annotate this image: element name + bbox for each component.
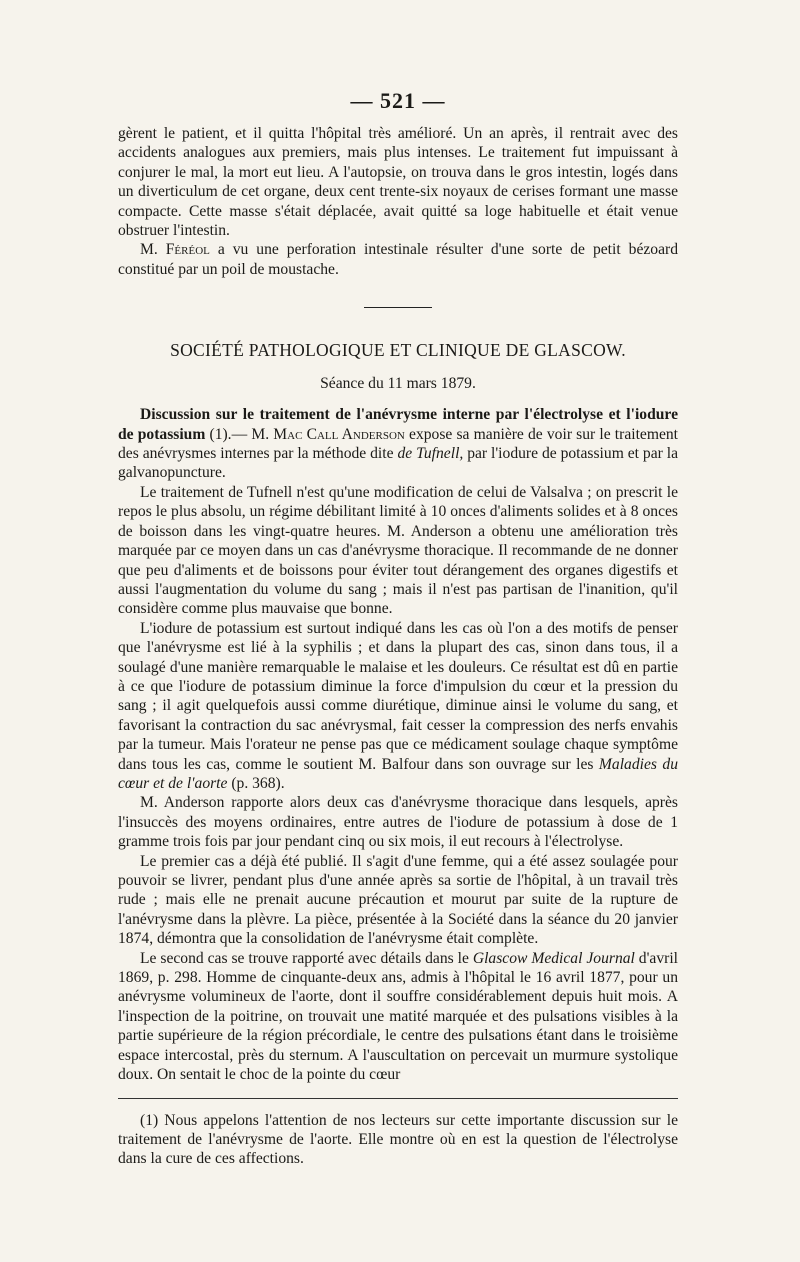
footnote-divider xyxy=(118,1098,678,1099)
iodure-text: L'iodure de potassium est surtout indiqué dans les cas où l'on a des motifs de penser que l'anévrysme est lié à la syphilis ; et dans la plupart des cas, sinon dans tous, il a soulagé d'une manière remarquable le malaise et les douleurs. Ce résultat est dû en partie à ce que l'iodure de potassium diminue la force d'impulsion du cœur et la pression du sang ; il agit quelquefois aussi comme diurétique, diminue ainsi le volume du sang, et favorisant la contraction du sac anévrysmal, fait cesser la compression des nerfs envahis par la tumeur. Mais l'orateur ne pense pas que ce médicament soulage chaque symptôme dans tous les cas, comme le soutient M. Balfour dans son ouvrage sur les xyxy=(118,619,678,773)
book-title: Maladies du cœur et de l'aorte xyxy=(118,755,678,792)
discussion-paragraph xyxy=(118,405,678,483)
section-divider xyxy=(364,307,432,308)
seance-date: Séance du 11 mars 1879. xyxy=(320,375,476,393)
anderson-paragraph: M. Anderson rapporte alors deux cas d'anévrysme thoracique dans lesquels, après l'insuccès des moyens ordinaires, entre autres de l'iodure de potassium à dose de 1 gramme trois fois par jour pendant cinq ou six mois, il eut recours à l'électrolyse. xyxy=(118,794,678,851)
page-number: — 521 — xyxy=(350,88,446,113)
discussion-ref: (1).— M. xyxy=(205,425,274,443)
discussion-text: expose sa manière de voir sur le traitement des anévrysmes internes par la méthode dite xyxy=(118,425,679,463)
fereol-paragraph xyxy=(118,240,678,279)
second-cas-paragraph xyxy=(118,949,678,1085)
author-anderson: Mac Call Anderson xyxy=(273,425,405,443)
discussion-text-end: par l'iodure de potassium et par la galvanopuncture. xyxy=(118,445,678,482)
journal-title: Glascow Medical Journal xyxy=(472,949,635,967)
iodure-text-end: (p. 368). xyxy=(227,774,285,792)
society-title: SOCIÉTÉ PATHOLOGIQUE ET CLINIQUE DE GLASCOW. xyxy=(170,340,626,361)
method-name: de Tufnell, xyxy=(397,445,464,463)
intro-paragraph: gèrent le patient, et il quitta l'hôpital très amélioré. Un an après, il rentrait avec des accidents analogues aux premiers, mais plus intenses. Le traitement fut impuissant à conjurer le mal, la mort eut lieu. A l'autopsie, on trouva dans le gros intestin, logés dans un diverticulum de cet organe, deux cent trente-six noyaux de cerises formant une masse compacte. Cette masse s'était déplacée, avait quitté sa loge habituelle et était venue obstruer l'intestin. xyxy=(118,125,678,240)
fereol-text: a vu une perforation intestinale résulter d'une sorte de petit bézoard constitué par un poil de moustache. xyxy=(118,241,678,278)
iodure-paragraph xyxy=(118,619,678,794)
tufnell-paragraph: Le traitement de Tufnell n'est qu'une modification de celui de Valsalva ; on prescrit le repos le plus absolu, un régime débilitant limité à 10 onces d'aliments solides et à 8 onces de boisson dans les vingt-quatre heures. M. Anderson a obtenu une amélioration très marquée par ce moyen dans un cas d'anévrysme thoracique. Il recommande de ne donner que peu d'aliments et de boissons pour éviter tout dérangement des organes digestifs et aussi l'augmentation du volume du sang ; mais il n'est pas partisan de l'inanition, qu'il considère comme plus mauvaise que bonne. xyxy=(118,483,678,618)
footnote: (1) Nous appelons l'attention de nos lecteurs sur cette importante discussion sur le traitement de l'anévrysme de l'aorte. Elle montre où en est la question de l'électrolyse dans la cure de ces affections. xyxy=(118,1112,678,1168)
author-fereol: M. Féréol xyxy=(140,241,210,259)
discussion-title: Discussion sur le traitement de l'anévrysme interne par l'électrolyse et l'iodure de potassium xyxy=(118,406,678,443)
second-text: Le second cas se trouve rapporté avec détails dans le xyxy=(140,949,473,967)
premier-cas-paragraph: Le premier cas a déjà été publié. Il s'agit d'une femme, qui a été assez soulagée pour pouvoir se livrer, pendant plus d'une année après sa sortie de l'hôpital, à un travail très rude ; mais elle ne prenait aucune précaution et mourut par suite de la rupture de l'anévrysme dans la plèvre. La pièce, présentée à la Société dans la séance du 20 janvier 1874, démontra que la consolidation de l'anévrysme était complète. xyxy=(118,852,678,948)
second-text-end: d'avril 1869, p. 298. Homme de cinquante-deux ans, admis à l'hôpital le 16 avril 1877, pour un anévrysme volumineux de l'aorte, dont il souffre considérablement depuis huit mois. A l'inspection de la poitrine, on trouvait une matité marquée et des pulsations visibles à la partie supérieure de la région précordiale, le centre des pulsations étant dans le troisième espace intercostal, près du sternum. A l'auscultation on percevait un murmure systolique doux. On sentait le choc de la pointe du cœur xyxy=(118,949,678,1084)
